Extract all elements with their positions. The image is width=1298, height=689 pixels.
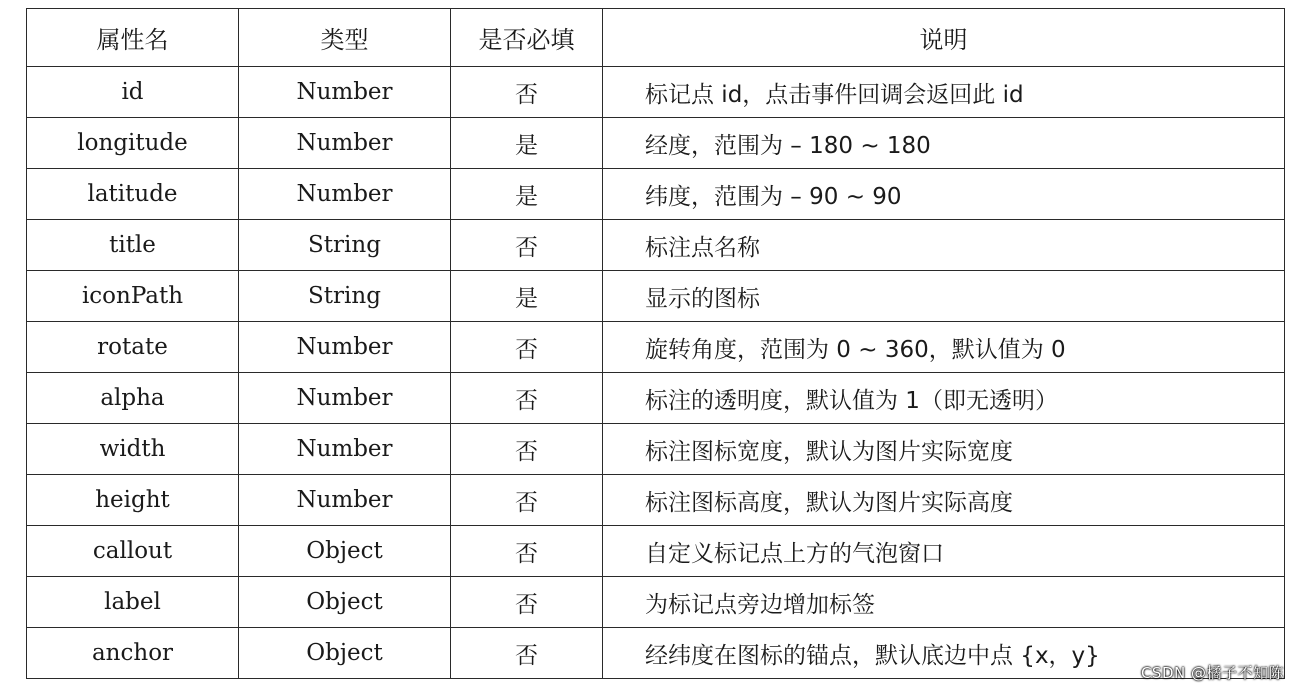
cell-type: Object — [239, 628, 451, 679]
cell-type: Number — [239, 424, 451, 475]
table-row — [27, 526, 1285, 577]
cell-required: 是 — [451, 169, 603, 220]
header-description: 说明 — [603, 9, 1285, 67]
cell-description: 标注的透明度，默认值为 1（即无透明） — [603, 373, 1285, 424]
cell-description: 自定义标记点上方的气泡窗口 — [603, 526, 1285, 577]
cell-description: 经纬度在图标的锚点，默认底边中点 {x，y} — [603, 628, 1285, 679]
cell-attribute-name: width — [27, 424, 239, 475]
cell-description: 显示的图标 — [603, 271, 1285, 322]
table-header — [27, 9, 1285, 67]
cell-type: Number — [239, 475, 451, 526]
cell-required: 否 — [451, 577, 603, 628]
cell-required: 否 — [451, 475, 603, 526]
cell-type: Number — [239, 67, 451, 118]
cell-required: 否 — [451, 373, 603, 424]
table-row — [27, 118, 1285, 169]
cell-description: 标注图标高度，默认为图片实际高度 — [603, 475, 1285, 526]
table-row — [27, 169, 1285, 220]
table-row — [27, 271, 1285, 322]
cell-type: Number — [239, 373, 451, 424]
cell-attribute-name: title — [27, 220, 239, 271]
cell-type: Object — [239, 526, 451, 577]
table-row — [27, 322, 1285, 373]
cell-attribute-name: id — [27, 67, 239, 118]
cell-required: 否 — [451, 67, 603, 118]
table-row — [27, 424, 1285, 475]
cell-required: 否 — [451, 424, 603, 475]
cell-type: Number — [239, 169, 451, 220]
cell-attribute-name: callout — [27, 526, 239, 577]
cell-required: 是 — [451, 271, 603, 322]
cell-type: String — [239, 220, 451, 271]
cell-required: 是 — [451, 118, 603, 169]
cell-description: 为标记点旁边增加标签 — [603, 577, 1285, 628]
cell-description: 纬度，范围为 – 90 ~ 90 — [603, 169, 1285, 220]
cell-type: Object — [239, 577, 451, 628]
cell-attribute-name: rotate — [27, 322, 239, 373]
table-row — [27, 628, 1285, 679]
cell-attribute-name: iconPath — [27, 271, 239, 322]
marker-attributes-table — [26, 8, 1285, 679]
cell-required: 否 — [451, 628, 603, 679]
cell-description: 经度，范围为 – 180 ~ 180 — [603, 118, 1285, 169]
cell-description: 标记点 id，点击事件回调会返回此 id — [603, 67, 1285, 118]
table-body — [27, 67, 1285, 679]
table-row — [27, 220, 1285, 271]
cell-type: String — [239, 271, 451, 322]
cell-required: 否 — [451, 220, 603, 271]
cell-description: 标注点名称 — [603, 220, 1285, 271]
cell-type: Number — [239, 118, 451, 169]
csdn-watermark: CSDN @橘子不知陈 — [1140, 664, 1284, 682]
cell-attribute-name: anchor — [27, 628, 239, 679]
cell-description: 标注图标宽度，默认为图片实际宽度 — [603, 424, 1285, 475]
header-required: 是否必填 — [451, 9, 603, 67]
cell-attribute-name: latitude — [27, 169, 239, 220]
cell-required: 否 — [451, 322, 603, 373]
table-row — [27, 475, 1285, 526]
table-row — [27, 373, 1285, 424]
table-row — [27, 67, 1285, 118]
header-attribute-name: 属性名 — [27, 9, 239, 67]
cell-attribute-name: longitude — [27, 118, 239, 169]
cell-type: Number — [239, 322, 451, 373]
cell-description: 旋转角度，范围为 0 ~ 360，默认值为 0 — [603, 322, 1285, 373]
cell-required: 否 — [451, 526, 603, 577]
table-row — [27, 577, 1285, 628]
header-type: 类型 — [239, 9, 451, 67]
cell-attribute-name: label — [27, 577, 239, 628]
header-row — [27, 9, 1285, 67]
cell-attribute-name: alpha — [27, 373, 239, 424]
cell-attribute-name: height — [27, 475, 239, 526]
